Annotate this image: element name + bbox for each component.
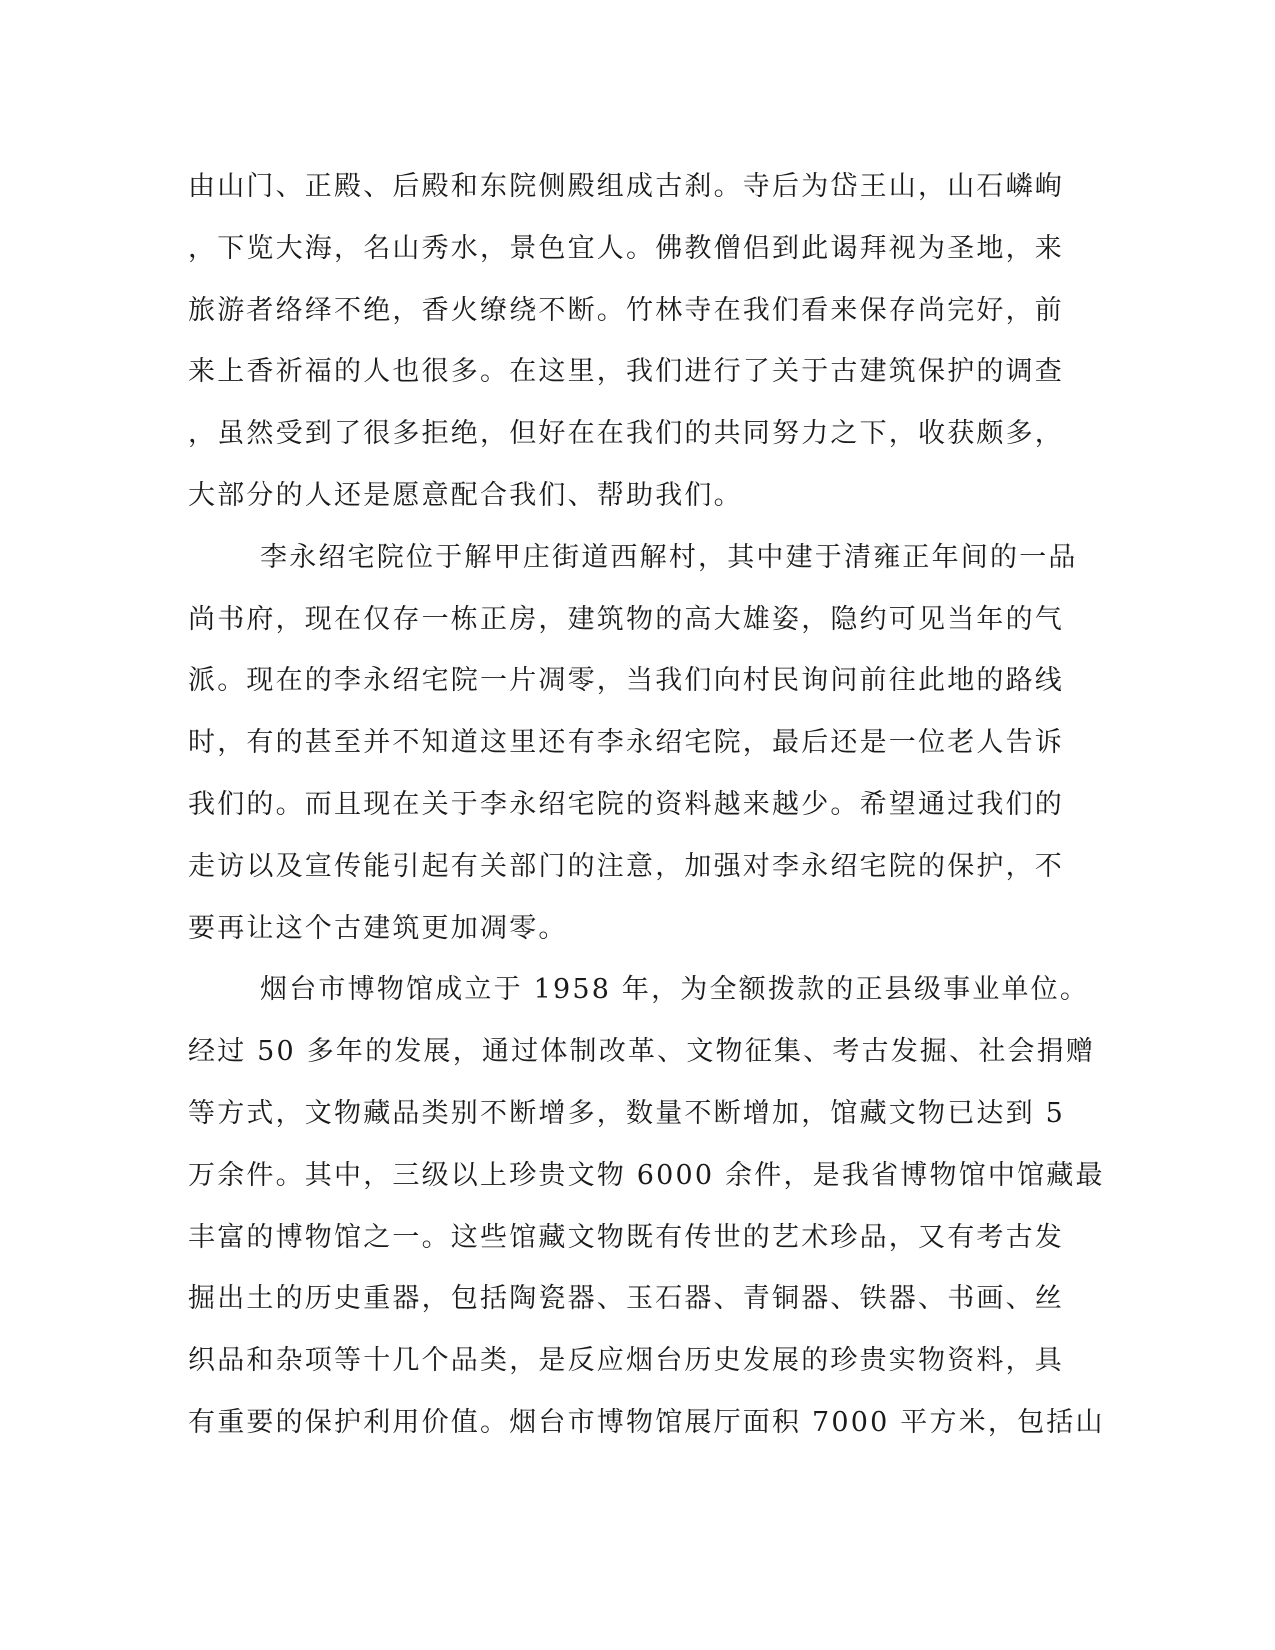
- text-line: 我们的。而且现在关于李永绍宅院的资料越来越少。希望通过我们的: [188, 788, 1064, 820]
- text-line: 要再让这个古建筑更加凋零。: [188, 912, 568, 944]
- text-line: 掘出土的历史重器，包括陶瓷器、玉石器、青铜器、铁器、书画、丝: [188, 1283, 1064, 1315]
- text-line: 派。现在的李永绍宅院一片凋零，当我们向村民询问前往此地的路线: [188, 665, 1064, 697]
- text-line: 由山门、正殿、后殿和东院侧殿组成古刹。寺后为岱王山，山石嶙峋: [188, 171, 1064, 202]
- text-line: 经过 50 多年的发展，通过体制改革、文物征集、考古发掘、社会捐赠: [188, 1036, 1096, 1068]
- text-line: 等方式，文物藏品类别不断增多，数量不断增加，馆藏文物已达到 5: [188, 1097, 1065, 1129]
- paragraph-first-line: 烟台市博物馆成立于 1958 年，为全额拨款的正县级事业单位。: [260, 974, 1090, 1006]
- text-line: 尚书府，现在仅存一栋正房，建筑物的高大雄姿，隐约可见当年的气: [188, 603, 1064, 635]
- text-line: 旅游者络绎不绝，香火缭绕不断。竹林寺在我们看来保存尚完好，前: [188, 294, 1064, 326]
- text-line: ，下览大海，名山秀水，景色宜人。佛教僧侣到此谒拜视为圣地，来: [188, 232, 1064, 264]
- text-line: ，虽然受到了很多拒绝，但好在在我们的共同努力之下，收获颇多，: [188, 418, 1064, 450]
- text-line: 织品和杂项等十几个品类，是反应烟台历史发展的珍贵实物资料，具: [188, 1345, 1064, 1377]
- text-line: 来上香祈福的人也很多。在这里，我们进行了关于古建筑保护的调查: [188, 356, 1064, 388]
- text-line: 有重要的保护利用价值。烟台市博物馆展厅面积 7000 平方米，包括山: [188, 1406, 1105, 1438]
- text-line: 万余件。其中，三级以上珍贵文物 6000 余件，是我省博物馆中馆藏最: [188, 1159, 1105, 1191]
- text-line: 走访以及宣传能引起有关部门的注意，加强对李永绍宅院的保护，不: [188, 850, 1064, 882]
- text-line: 时，有的甚至并不知道这里还有李永绍宅院，最后还是一位老人告诉: [188, 727, 1064, 759]
- paragraph-first-line: 李永绍宅院位于解甲庄街道西解村，其中建于清雍正年间的一品: [260, 541, 1078, 573]
- text-line: 丰富的博物馆之一。这些馆藏文物既有传世的艺术珍品，又有考古发: [188, 1221, 1064, 1253]
- body-text: [188, 156, 1105, 1454]
- text-line: 大部分的人还是愿意配合我们、帮助我们。: [188, 479, 743, 511]
